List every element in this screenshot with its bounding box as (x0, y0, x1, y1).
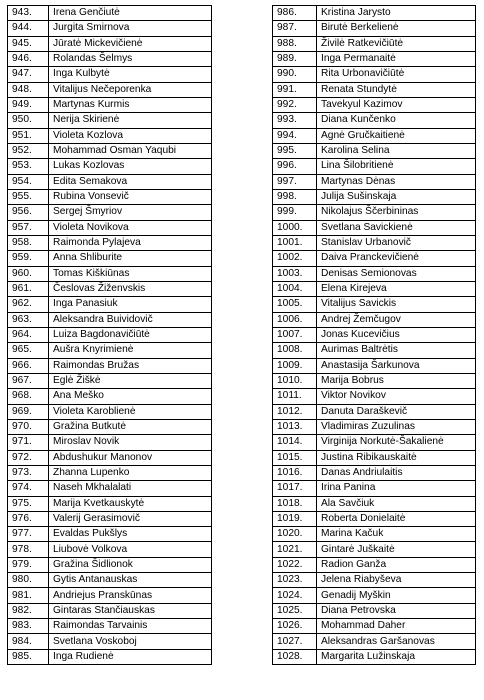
person-name: Ana Meško (49, 389, 212, 404)
row-number: 1024. (273, 588, 317, 603)
person-name: Rubina Vonsevič (49, 189, 212, 204)
row-number: 986. (273, 6, 317, 21)
row-number: 970. (8, 419, 49, 434)
table-row (8, 373, 212, 388)
table-row (8, 557, 212, 572)
person-name: Kristina Jarysto (317, 6, 476, 21)
person-name: Margarita Lužinskaja (317, 649, 476, 664)
row-number: 959. (8, 251, 49, 266)
table-row (8, 649, 212, 664)
row-number: 946. (8, 51, 49, 66)
table-row (8, 573, 212, 588)
person-name: Violeta Karoblienė (49, 404, 212, 419)
table-row (8, 36, 212, 51)
table-row (8, 603, 212, 618)
table-body-left (8, 6, 212, 665)
table-row (273, 189, 476, 204)
person-name: Andriejus Pranskūnas (49, 588, 212, 603)
table-row (273, 511, 476, 526)
row-number: 1023. (273, 573, 317, 588)
person-name: Abdushukur Manonov (49, 450, 212, 465)
person-name: Vitalijus Nečeporenka (49, 82, 212, 97)
table-row (273, 82, 476, 97)
person-name: Valerij Gerasimovič (49, 511, 212, 526)
row-number: 967. (8, 373, 49, 388)
row-number: 1004. (273, 281, 317, 296)
person-name: Raimondas Bružas (49, 358, 212, 373)
person-name: Jelena Riabyševa (317, 573, 476, 588)
table-row (273, 312, 476, 327)
table-row (8, 6, 212, 21)
person-name: Lina Šilobritienė (317, 159, 476, 174)
row-number: 949. (8, 97, 49, 112)
row-number: 962. (8, 297, 49, 312)
row-number: 993. (273, 113, 317, 128)
person-name: Aušra Knyrimienė (49, 343, 212, 358)
row-number: 991. (273, 82, 317, 97)
table-row (273, 327, 476, 342)
table-row (8, 113, 212, 128)
row-number: 950. (8, 113, 49, 128)
table-row (8, 358, 212, 373)
table-row (273, 419, 476, 434)
row-number: 954. (8, 174, 49, 189)
row-number: 953. (8, 159, 49, 174)
table-row (8, 251, 212, 266)
table-row (8, 297, 212, 312)
table-row (8, 159, 212, 174)
row-number: 1017. (273, 481, 317, 496)
table-row (273, 205, 476, 220)
person-name: Inga Kulbytė (49, 67, 212, 82)
person-name: Martynas Kurmis (49, 97, 212, 112)
row-number: 996. (273, 159, 317, 174)
row-number: 1012. (273, 404, 317, 419)
person-name: Lukas Kozlovas (49, 159, 212, 174)
table-row (273, 481, 476, 496)
person-name: Viktor Novikov (317, 389, 476, 404)
table-row (273, 389, 476, 404)
person-name: Violeta Kozlova (49, 128, 212, 143)
table-row (273, 358, 476, 373)
row-number: 1020. (273, 527, 317, 542)
person-name: Miroslav Novik (49, 435, 212, 450)
person-name: Nerija Skirienė (49, 113, 212, 128)
person-name: Eglė Žiškė (49, 373, 212, 388)
person-name: Karolina Selina (317, 143, 476, 158)
table-row (273, 465, 476, 480)
person-name: Andrej Žemčugov (317, 312, 476, 327)
table-row (273, 21, 476, 36)
table-row (273, 373, 476, 388)
row-number: 1009. (273, 358, 317, 373)
table-row (273, 343, 476, 358)
row-number: 947. (8, 67, 49, 82)
table-row (8, 174, 212, 189)
person-name: Evaldas Pukšlys (49, 527, 212, 542)
row-number: 974. (8, 481, 49, 496)
table-row (8, 542, 212, 557)
person-name: Inga Permanaitė (317, 51, 476, 66)
table-row (273, 266, 476, 281)
table-row (8, 82, 212, 97)
row-number: 999. (273, 205, 317, 220)
person-name: Svetlana Savickienė (317, 220, 476, 235)
row-number: 952. (8, 143, 49, 158)
row-number: 1014. (273, 435, 317, 450)
table-row (8, 404, 212, 419)
person-name: Roberta Donielaitė (317, 511, 476, 526)
row-number: 981. (8, 588, 49, 603)
table-row (273, 67, 476, 82)
row-number: 1019. (273, 511, 317, 526)
row-number: 982. (8, 603, 49, 618)
person-name: Vitalijus Savickis (317, 297, 476, 312)
person-name: Agnė Gručkaitienė (317, 128, 476, 143)
table-row (273, 143, 476, 158)
table-row (273, 159, 476, 174)
name-list-table-right (272, 5, 476, 665)
row-number: 992. (273, 97, 317, 112)
person-name: Daiva Pranckevičienė (317, 251, 476, 266)
table-row (8, 511, 212, 526)
table-row (8, 465, 212, 480)
person-name: Diana Kunčenko (317, 113, 476, 128)
person-name: Gražina Šidlionok (49, 557, 212, 572)
person-name: Zhanna Lupenko (49, 465, 212, 480)
table-row (8, 435, 212, 450)
person-name: Marija Kvetkauskytė (49, 496, 212, 511)
table-row (273, 649, 476, 664)
person-name: Julija Sušinskaja (317, 189, 476, 204)
person-name: Česlovas Žiženvskis (49, 281, 212, 296)
row-number: 958. (8, 235, 49, 250)
table-row (273, 174, 476, 189)
row-number: 978. (8, 542, 49, 557)
table-row (273, 235, 476, 250)
row-number: 968. (8, 389, 49, 404)
person-name: Radion Ganža (317, 557, 476, 572)
person-name: Virginija Norkutė-Šakalienė (317, 435, 476, 450)
row-number: 961. (8, 281, 49, 296)
table-row (8, 67, 212, 82)
person-name: Jonas Kucevičius (317, 327, 476, 342)
row-number: 977. (8, 527, 49, 542)
row-number: 1018. (273, 496, 317, 511)
row-number: 1013. (273, 419, 317, 434)
row-number: 979. (8, 557, 49, 572)
row-number: 1006. (273, 312, 317, 327)
table-body-right (273, 6, 476, 665)
table-row (8, 619, 212, 634)
row-number: 997. (273, 174, 317, 189)
row-number: 945. (8, 36, 49, 51)
person-name: Violeta Novikova (49, 220, 212, 235)
row-number: 957. (8, 220, 49, 235)
table-row (8, 588, 212, 603)
row-number: 989. (273, 51, 317, 66)
table-row (273, 527, 476, 542)
person-name: Elena Kirejeva (317, 281, 476, 296)
row-number: 1008. (273, 343, 317, 358)
table-row (273, 496, 476, 511)
table-row (273, 435, 476, 450)
row-number: 1003. (273, 266, 317, 281)
person-name: Birutė Berkelienė (317, 21, 476, 36)
person-name: Aleksandras Garšanovas (317, 634, 476, 649)
row-number: 944. (8, 21, 49, 36)
table-row (8, 220, 212, 235)
table-row (273, 542, 476, 557)
table-row (8, 205, 212, 220)
row-number: 1021. (273, 542, 317, 557)
table-row (273, 450, 476, 465)
table-row (273, 297, 476, 312)
person-name: Raimondas Tarvainis (49, 619, 212, 634)
row-number: 994. (273, 128, 317, 143)
row-number: 1010. (273, 373, 317, 388)
person-name: Mohammad Daher (317, 619, 476, 634)
table-row (8, 496, 212, 511)
row-number: 966. (8, 358, 49, 373)
table-row (8, 189, 212, 204)
person-name: Martynas Dėnas (317, 174, 476, 189)
person-name: Mohammad Osman Yaqubi (49, 143, 212, 158)
row-number: 985. (8, 649, 49, 664)
person-name: Jūratė Mickevičienė (49, 36, 212, 51)
person-name: Irina Panina (317, 481, 476, 496)
person-name: Nikolajus Ščerbininas (317, 205, 476, 220)
row-number: 1026. (273, 619, 317, 634)
row-number: 1022. (273, 557, 317, 572)
name-list-table-left (7, 5, 212, 665)
row-number: 988. (273, 36, 317, 51)
person-name: Renata Stundytė (317, 82, 476, 97)
person-name: Danuta Daraškevič (317, 404, 476, 419)
person-name: Stanislav Urbanovič (317, 235, 476, 250)
row-number: 990. (273, 67, 317, 82)
row-number: 983. (8, 619, 49, 634)
table-row (273, 97, 476, 112)
table-row (273, 573, 476, 588)
row-number: 1016. (273, 465, 317, 480)
row-number: 956. (8, 205, 49, 220)
person-name: Živilė Ratkevičiūtė (317, 36, 476, 51)
person-name: Ala Savčiuk (317, 496, 476, 511)
row-number: 995. (273, 143, 317, 158)
table-row (8, 266, 212, 281)
row-number: 1005. (273, 297, 317, 312)
table-row (273, 251, 476, 266)
row-number: 963. (8, 312, 49, 327)
table-row (8, 281, 212, 296)
table-row (8, 389, 212, 404)
table-row (273, 128, 476, 143)
table-row (8, 97, 212, 112)
person-name: Genadij Myškin (317, 588, 476, 603)
row-number: 965. (8, 343, 49, 358)
person-name: Justina Ribikauskaitė (317, 450, 476, 465)
row-number: 1015. (273, 450, 317, 465)
person-name: Tomas Kiškiūnas (49, 266, 212, 281)
row-number: 1011. (273, 389, 317, 404)
table-row (273, 36, 476, 51)
table-row (273, 404, 476, 419)
person-name: Edita Semakova (49, 174, 212, 189)
table-row (8, 450, 212, 465)
person-name: Aurimas Baltrėtis (317, 343, 476, 358)
person-name: Svetlana Voskoboj (49, 634, 212, 649)
person-name: Diana Petrovska (317, 603, 476, 618)
person-name: Inga Rudienė (49, 649, 212, 664)
person-name: Luiza Bagdonavičiūtė (49, 327, 212, 342)
table-row (273, 281, 476, 296)
table-row (273, 220, 476, 235)
row-number: 971. (8, 435, 49, 450)
table-row (273, 634, 476, 649)
person-name: Anastasija Šarkunova (317, 358, 476, 373)
person-name: Vladimiras Zuzulinas (317, 419, 476, 434)
row-number: 976. (8, 511, 49, 526)
person-name: Gražina Butkutė (49, 419, 212, 434)
table-row (273, 51, 476, 66)
row-number: 1001. (273, 235, 317, 250)
table-row (273, 588, 476, 603)
table-row (273, 619, 476, 634)
person-name: Marija Bobrus (317, 373, 476, 388)
table-row (8, 235, 212, 250)
person-name: Raimonda Pylajeva (49, 235, 212, 250)
person-name: Jurgita Smirnova (49, 21, 212, 36)
table-row (8, 327, 212, 342)
row-number: 975. (8, 496, 49, 511)
row-number: 960. (8, 266, 49, 281)
row-number: 1002. (273, 251, 317, 266)
table-row (273, 557, 476, 572)
person-name: Inga Panasiuk (49, 297, 212, 312)
table-row (8, 481, 212, 496)
person-name: Tavekyul Kazimov (317, 97, 476, 112)
person-name: Liubovė Volkova (49, 542, 212, 557)
row-number: 972. (8, 450, 49, 465)
table-row (8, 51, 212, 66)
person-name: Danas Andriulaitis (317, 465, 476, 480)
person-name: Gintarė Juškaitė (317, 542, 476, 557)
row-number: 943. (8, 6, 49, 21)
table-row (8, 419, 212, 434)
row-number: 955. (8, 189, 49, 204)
row-number: 948. (8, 82, 49, 97)
person-name: Sergej Šmyriov (49, 205, 212, 220)
person-name: Naseh Mkhalalati (49, 481, 212, 496)
table-row (273, 603, 476, 618)
row-number: 1007. (273, 327, 317, 342)
row-number: 1028. (273, 649, 317, 664)
row-number: 1025. (273, 603, 317, 618)
row-number: 998. (273, 189, 317, 204)
row-number: 973. (8, 465, 49, 480)
row-number: 980. (8, 573, 49, 588)
table-row (273, 6, 476, 21)
person-name: Rita Urbonavičiūtė (317, 67, 476, 82)
person-name: Denisas Semionovas (317, 266, 476, 281)
row-number: 969. (8, 404, 49, 419)
table-row (8, 21, 212, 36)
row-number: 1027. (273, 634, 317, 649)
table-row (8, 143, 212, 158)
person-name: Gytis Antanauskas (49, 573, 212, 588)
table-row (8, 527, 212, 542)
table-row (8, 312, 212, 327)
table-row (8, 634, 212, 649)
person-name: Aleksandra Buividovič (49, 312, 212, 327)
table-row (8, 343, 212, 358)
row-number: 951. (8, 128, 49, 143)
table-row (273, 113, 476, 128)
table-row (8, 128, 212, 143)
person-name: Gintaras Stančiauskas (49, 603, 212, 618)
person-name: Anna Shliburite (49, 251, 212, 266)
row-number: 1000. (273, 220, 317, 235)
row-number: 987. (273, 21, 317, 36)
person-name: Rolandas Šelmys (49, 51, 212, 66)
row-number: 984. (8, 634, 49, 649)
row-number: 964. (8, 327, 49, 342)
person-name: Marina Kačuk (317, 527, 476, 542)
person-name: Irena Genčiutė (49, 6, 212, 21)
